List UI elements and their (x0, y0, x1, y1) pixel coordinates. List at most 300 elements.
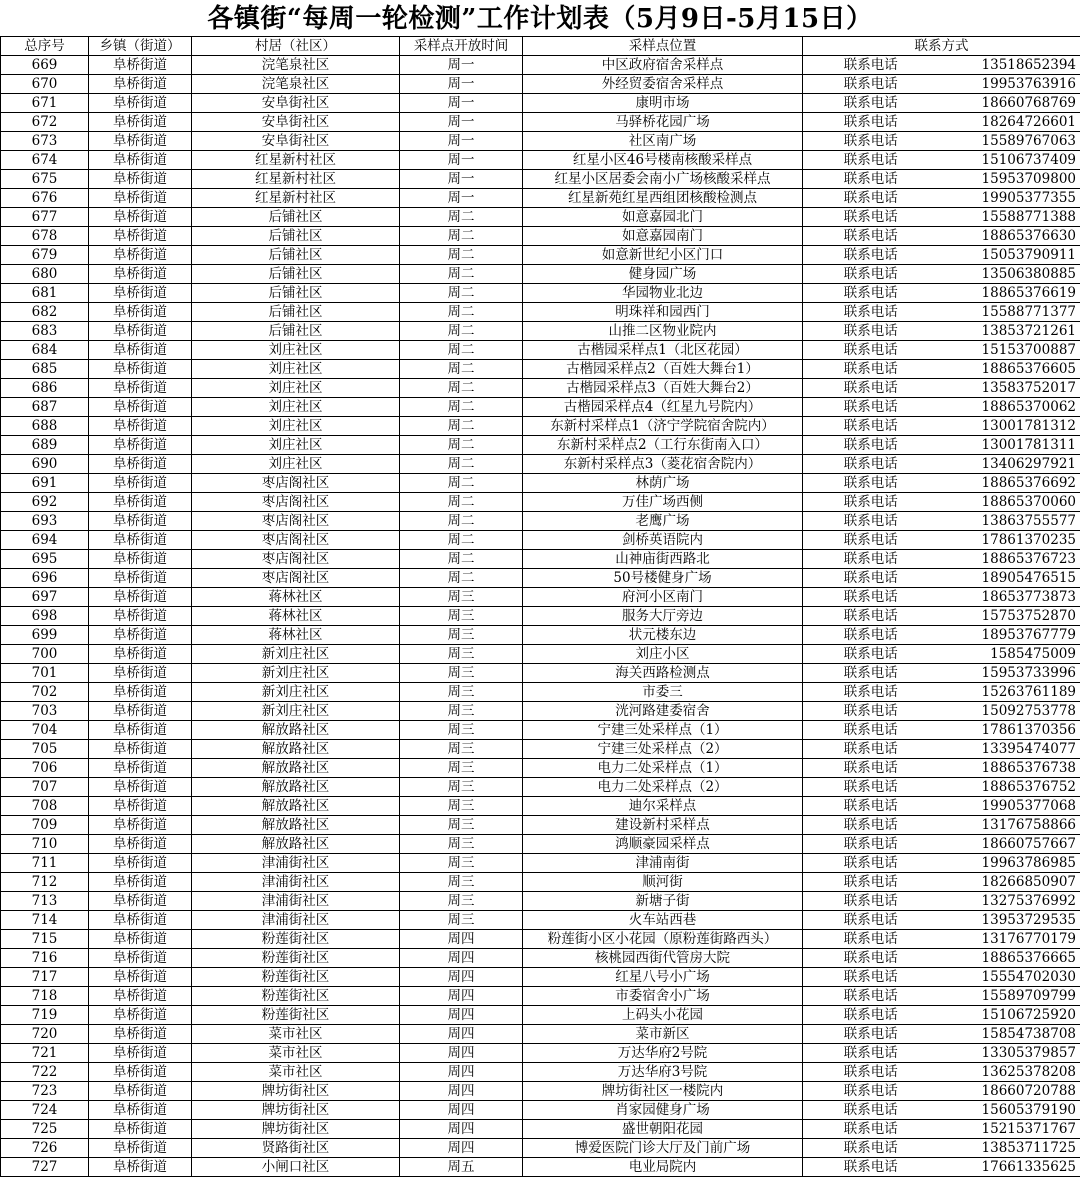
cell-contact-label: 联系电话 (803, 94, 939, 113)
cell-time: 周四 (400, 949, 523, 968)
cell-contact-label: 联系电话 (803, 892, 939, 911)
table-row (1, 322, 1080, 341)
cell-community: 菜市社区 (192, 1063, 400, 1082)
cell-time: 周二 (400, 493, 523, 512)
cell-phone: 15753752870 (939, 607, 1080, 626)
cell-seq: 703 (1, 702, 89, 721)
cell-seq: 682 (1, 303, 89, 322)
cell-contact-label: 联系电话 (803, 379, 939, 398)
cell-time: 周二 (400, 341, 523, 360)
cell-contact-label: 联系电话 (803, 208, 939, 227)
cell-location: 市委宿舍小广场 (523, 987, 803, 1006)
cell-time: 周一 (400, 113, 523, 132)
cell-time: 周三 (400, 683, 523, 702)
cell-town: 阜桥街道 (89, 569, 192, 588)
table-row (1, 1025, 1080, 1044)
cell-time: 周二 (400, 379, 523, 398)
cell-seq: 700 (1, 645, 89, 664)
cell-phone: 18865376630 (939, 227, 1080, 246)
cell-seq: 707 (1, 778, 89, 797)
table-row (1, 208, 1080, 227)
cell-time: 周二 (400, 455, 523, 474)
cell-contact-label: 联系电话 (803, 1063, 939, 1082)
cell-contact-label: 联系电话 (803, 683, 939, 702)
cell-town: 阜桥街道 (89, 341, 192, 360)
cell-seq: 686 (1, 379, 89, 398)
cell-community: 安阜街社区 (192, 113, 400, 132)
cell-phone: 13001781312 (939, 417, 1080, 436)
cell-seq: 723 (1, 1082, 89, 1101)
cell-town: 阜桥街道 (89, 398, 192, 417)
cell-phone: 17861370235 (939, 531, 1080, 550)
table-row (1, 474, 1080, 493)
cell-community: 粉莲街社区 (192, 949, 400, 968)
cell-time: 周三 (400, 892, 523, 911)
cell-contact-label: 联系电话 (803, 1044, 939, 1063)
cell-town: 阜桥街道 (89, 816, 192, 835)
table-row (1, 721, 1080, 740)
cell-time: 周三 (400, 835, 523, 854)
cell-community: 刘庄社区 (192, 455, 400, 474)
cell-contact-label: 联系电话 (803, 778, 939, 797)
cell-seq: 712 (1, 873, 89, 892)
table-row (1, 455, 1080, 474)
cell-location: 如意新世纪小区门口 (523, 246, 803, 265)
cell-location: 新塘子街 (523, 892, 803, 911)
cell-community: 刘庄社区 (192, 360, 400, 379)
table-row (1, 341, 1080, 360)
table-row (1, 151, 1080, 170)
cell-community: 解放路社区 (192, 721, 400, 740)
cell-town: 阜桥街道 (89, 854, 192, 873)
table-row (1, 1158, 1080, 1177)
cell-community: 解放路社区 (192, 759, 400, 778)
cell-seq: 676 (1, 189, 89, 208)
cell-location: 社区南广场 (523, 132, 803, 151)
cell-town: 阜桥街道 (89, 189, 192, 208)
table-row (1, 626, 1080, 645)
cell-location: 东新村采样点3（菱花宿舍院内） (523, 455, 803, 474)
cell-town: 阜桥街道 (89, 1025, 192, 1044)
table-row (1, 1063, 1080, 1082)
cell-phone: 18660720788 (939, 1082, 1080, 1101)
cell-contact-label: 联系电话 (803, 759, 939, 778)
cell-contact-label: 联系电话 (803, 512, 939, 531)
cell-community: 刘庄社区 (192, 379, 400, 398)
cell-contact-label: 联系电话 (803, 930, 939, 949)
cell-town: 阜桥街道 (89, 873, 192, 892)
cell-time: 周二 (400, 436, 523, 455)
cell-location: 东新村采样点1（济宁学院宿舍院内） (523, 417, 803, 436)
cell-time: 周四 (400, 1006, 523, 1025)
cell-time: 周三 (400, 607, 523, 626)
cell-community: 解放路社区 (192, 835, 400, 854)
cell-town: 阜桥街道 (89, 968, 192, 987)
cell-time: 周三 (400, 797, 523, 816)
cell-location: 电力二处采样点（2） (523, 778, 803, 797)
cell-contact-label: 联系电话 (803, 797, 939, 816)
table-row (1, 436, 1080, 455)
cell-phone: 13583752017 (939, 379, 1080, 398)
cell-location: 电力二处采样点（1） (523, 759, 803, 778)
cell-time: 周三 (400, 626, 523, 645)
table-row (1, 835, 1080, 854)
cell-seq: 688 (1, 417, 89, 436)
cell-seq: 709 (1, 816, 89, 835)
cell-location: 健身园广场 (523, 265, 803, 284)
cell-contact-label: 联系电话 (803, 75, 939, 94)
cell-community: 粉莲街社区 (192, 968, 400, 987)
cell-phone: 18660768769 (939, 94, 1080, 113)
cell-phone: 13275376992 (939, 892, 1080, 911)
cell-seq: 689 (1, 436, 89, 455)
table-row (1, 987, 1080, 1006)
table-row (1, 911, 1080, 930)
cell-community: 解放路社区 (192, 797, 400, 816)
cell-town: 阜桥街道 (89, 1044, 192, 1063)
cell-community: 刘庄社区 (192, 341, 400, 360)
cell-phone: 15263761189 (939, 683, 1080, 702)
cell-location: 古楷园采样点4（红星九号院内） (523, 398, 803, 417)
table-row (1, 512, 1080, 531)
cell-phone: 17661335625 (939, 1158, 1080, 1177)
cell-phone: 13176770179 (939, 930, 1080, 949)
cell-town: 阜桥街道 (89, 1006, 192, 1025)
cell-phone: 18865376619 (939, 284, 1080, 303)
table-row (1, 588, 1080, 607)
table-row (1, 949, 1080, 968)
cell-contact-label: 联系电话 (803, 1158, 939, 1177)
table-row (1, 569, 1080, 588)
cell-time: 周一 (400, 170, 523, 189)
table-row (1, 816, 1080, 835)
cell-time: 周二 (400, 569, 523, 588)
table-row (1, 550, 1080, 569)
cell-location: 马驿桥花园广场 (523, 113, 803, 132)
cell-location: 剑桥英语院内 (523, 531, 803, 550)
table-row (1, 531, 1080, 550)
table-row (1, 1120, 1080, 1139)
cell-contact-label: 联系电话 (803, 436, 939, 455)
cell-contact-label: 联系电话 (803, 493, 939, 512)
cell-seq: 683 (1, 322, 89, 341)
cell-location: 鸿顺豪园采样点 (523, 835, 803, 854)
cell-community: 蒋林社区 (192, 626, 400, 645)
cell-town: 阜桥街道 (89, 132, 192, 151)
cell-seq: 698 (1, 607, 89, 626)
cell-phone: 15589767063 (939, 132, 1080, 151)
cell-time: 周二 (400, 360, 523, 379)
cell-phone: 18266850907 (939, 873, 1080, 892)
cell-location: 刘庄小区 (523, 645, 803, 664)
cell-phone: 19963786985 (939, 854, 1080, 873)
cell-time: 周三 (400, 645, 523, 664)
cell-seq: 720 (1, 1025, 89, 1044)
cell-contact-label: 联系电话 (803, 949, 939, 968)
table-row (1, 493, 1080, 512)
header-location: 采样点位置 (523, 37, 803, 56)
cell-location: 古楷园采样点3（百姓大舞台2） (523, 379, 803, 398)
cell-phone: 19953763916 (939, 75, 1080, 94)
cell-seq: 673 (1, 132, 89, 151)
cell-location: 康明市场 (523, 94, 803, 113)
schedule-table (0, 36, 1080, 1177)
cell-contact-label: 联系电话 (803, 911, 939, 930)
cell-town: 阜桥街道 (89, 721, 192, 740)
cell-seq: 724 (1, 1101, 89, 1120)
cell-contact-label: 联系电话 (803, 303, 939, 322)
cell-contact-label: 联系电话 (803, 322, 939, 341)
cell-time: 周一 (400, 132, 523, 151)
table-row (1, 284, 1080, 303)
cell-phone: 15953733996 (939, 664, 1080, 683)
cell-seq: 717 (1, 968, 89, 987)
table-row (1, 398, 1080, 417)
cell-town: 阜桥街道 (89, 113, 192, 132)
cell-community: 蒋林社区 (192, 588, 400, 607)
cell-time: 周二 (400, 227, 523, 246)
cell-location: 红星新苑红星西组团核酸检测点 (523, 189, 803, 208)
cell-seq: 699 (1, 626, 89, 645)
cell-town: 阜桥街道 (89, 797, 192, 816)
cell-time: 周三 (400, 816, 523, 835)
cell-town: 阜桥街道 (89, 759, 192, 778)
cell-town: 阜桥街道 (89, 1139, 192, 1158)
cell-town: 阜桥街道 (89, 1063, 192, 1082)
cell-seq: 725 (1, 1120, 89, 1139)
cell-town: 阜桥街道 (89, 284, 192, 303)
cell-town: 阜桥街道 (89, 417, 192, 436)
cell-contact-label: 联系电话 (803, 455, 939, 474)
cell-location: 顺河街 (523, 873, 803, 892)
cell-town: 阜桥街道 (89, 360, 192, 379)
table-row (1, 702, 1080, 721)
cell-community: 新刘庄社区 (192, 645, 400, 664)
cell-time: 周四 (400, 987, 523, 1006)
cell-seq: 711 (1, 854, 89, 873)
table-row (1, 930, 1080, 949)
cell-contact-label: 联系电话 (803, 816, 939, 835)
cell-location: 红星小区46号楼南核酸采样点 (523, 151, 803, 170)
table-row (1, 303, 1080, 322)
cell-contact-label: 联系电话 (803, 56, 939, 75)
cell-town: 阜桥街道 (89, 474, 192, 493)
cell-phone: 15106737409 (939, 151, 1080, 170)
table-row (1, 360, 1080, 379)
cell-location: 盛世朝阳花园 (523, 1120, 803, 1139)
cell-community: 后铺社区 (192, 265, 400, 284)
cell-community: 牌坊街社区 (192, 1120, 400, 1139)
cell-town: 阜桥街道 (89, 1101, 192, 1120)
cell-phone: 18865376723 (939, 550, 1080, 569)
cell-contact-label: 联系电话 (803, 113, 939, 132)
cell-time: 周三 (400, 664, 523, 683)
cell-community: 后铺社区 (192, 227, 400, 246)
cell-time: 周一 (400, 75, 523, 94)
cell-town: 阜桥街道 (89, 949, 192, 968)
cell-phone: 18653773873 (939, 588, 1080, 607)
cell-phone: 13001781311 (939, 436, 1080, 455)
cell-community: 后铺社区 (192, 208, 400, 227)
cell-phone: 18865370060 (939, 493, 1080, 512)
cell-phone: 13176758866 (939, 816, 1080, 835)
cell-community: 小闸口社区 (192, 1158, 400, 1177)
cell-phone: 15092753778 (939, 702, 1080, 721)
cell-town: 阜桥街道 (89, 493, 192, 512)
cell-contact-label: 联系电话 (803, 1101, 939, 1120)
cell-seq: 695 (1, 550, 89, 569)
cell-time: 周二 (400, 550, 523, 569)
cell-time: 周三 (400, 721, 523, 740)
cell-contact-label: 联系电话 (803, 1139, 939, 1158)
cell-location: 上码头小花园 (523, 1006, 803, 1025)
cell-community: 牌坊街社区 (192, 1101, 400, 1120)
cell-location: 古楷园采样点1（北区花园） (523, 341, 803, 360)
cell-town: 阜桥街道 (89, 208, 192, 227)
table-header-row (1, 37, 1080, 56)
cell-community: 刘庄社区 (192, 398, 400, 417)
cell-time: 周二 (400, 474, 523, 493)
cell-time: 周三 (400, 873, 523, 892)
cell-seq: 718 (1, 987, 89, 1006)
cell-location: 山推二区物业院内 (523, 322, 803, 341)
cell-phone: 15854738708 (939, 1025, 1080, 1044)
cell-location: 如意嘉园南门 (523, 227, 803, 246)
table-row (1, 265, 1080, 284)
cell-seq: 692 (1, 493, 89, 512)
cell-location: 火车站西巷 (523, 911, 803, 930)
cell-time: 周一 (400, 94, 523, 113)
cell-town: 阜桥街道 (89, 531, 192, 550)
cell-contact-label: 联系电话 (803, 1025, 939, 1044)
cell-time: 周二 (400, 322, 523, 341)
cell-community: 枣店阁社区 (192, 493, 400, 512)
cell-town: 阜桥街道 (89, 911, 192, 930)
cell-seq: 690 (1, 455, 89, 474)
cell-location: 东新村采样点2（工行东街南入口） (523, 436, 803, 455)
cell-seq: 705 (1, 740, 89, 759)
cell-community: 菜市社区 (192, 1025, 400, 1044)
cell-location: 粉莲街小区小花园（原粉莲街路西头） (523, 930, 803, 949)
table-row (1, 854, 1080, 873)
cell-town: 阜桥街道 (89, 835, 192, 854)
cell-town: 阜桥街道 (89, 170, 192, 189)
cell-contact-label: 联系电话 (803, 189, 939, 208)
cell-location: 服务大厅旁边 (523, 607, 803, 626)
cell-town: 阜桥街道 (89, 778, 192, 797)
cell-location: 市委三 (523, 683, 803, 702)
cell-time: 周二 (400, 512, 523, 531)
cell-contact-label: 联系电话 (803, 854, 939, 873)
cell-phone: 15953709800 (939, 170, 1080, 189)
cell-town: 阜桥街道 (89, 664, 192, 683)
cell-community: 安阜街社区 (192, 132, 400, 151)
cell-town: 阜桥街道 (89, 436, 192, 455)
cell-location: 宁建三处采样点（1） (523, 721, 803, 740)
cell-location: 外经贸委宿舍采样点 (523, 75, 803, 94)
cell-location: 洸河路建委宿舍 (523, 702, 803, 721)
cell-contact-label: 联系电话 (803, 284, 939, 303)
cell-community: 牌坊街社区 (192, 1082, 400, 1101)
cell-location: 海关西路检测点 (523, 664, 803, 683)
table-row (1, 246, 1080, 265)
cell-contact-label: 联系电话 (803, 702, 939, 721)
cell-town: 阜桥街道 (89, 702, 192, 721)
table-row (1, 1101, 1080, 1120)
cell-phone: 13506380885 (939, 265, 1080, 284)
cell-contact-label: 联系电话 (803, 151, 939, 170)
cell-community: 贤路街社区 (192, 1139, 400, 1158)
cell-community: 枣店阁社区 (192, 531, 400, 550)
cell-phone: 13406297921 (939, 455, 1080, 474)
cell-seq: 696 (1, 569, 89, 588)
cell-location: 林荫广场 (523, 474, 803, 493)
cell-phone: 15215371767 (939, 1120, 1080, 1139)
cell-town: 阜桥街道 (89, 56, 192, 75)
cell-time: 周四 (400, 1044, 523, 1063)
cell-town: 阜桥街道 (89, 987, 192, 1006)
cell-contact-label: 联系电话 (803, 341, 939, 360)
cell-contact-label: 联系电话 (803, 398, 939, 417)
cell-phone: 18905476515 (939, 569, 1080, 588)
cell-contact-label: 联系电话 (803, 550, 939, 569)
cell-contact-label: 联系电话 (803, 474, 939, 493)
cell-town: 阜桥街道 (89, 550, 192, 569)
cell-location: 府河小区南门 (523, 588, 803, 607)
cell-time: 周五 (400, 1158, 523, 1177)
cell-phone: 13625378208 (939, 1063, 1080, 1082)
table-row (1, 1139, 1080, 1158)
cell-time: 周二 (400, 531, 523, 550)
cell-community: 浣笔泉社区 (192, 75, 400, 94)
cell-phone: 15053790911 (939, 246, 1080, 265)
cell-contact-label: 联系电话 (803, 265, 939, 284)
cell-town: 阜桥街道 (89, 455, 192, 474)
cell-phone: 19905377068 (939, 797, 1080, 816)
cell-seq: 679 (1, 246, 89, 265)
cell-seq: 708 (1, 797, 89, 816)
table-row (1, 607, 1080, 626)
cell-time: 周二 (400, 303, 523, 322)
table-body (1, 56, 1080, 1177)
cell-community: 枣店阁社区 (192, 474, 400, 493)
page-title: 各镇街“每周一轮检测”工作计划表（5月9日-5月15日） (207, 4, 873, 34)
cell-town: 阜桥街道 (89, 1120, 192, 1139)
cell-location: 山神庙街西路北 (523, 550, 803, 569)
cell-time: 周四 (400, 1120, 523, 1139)
cell-seq: 715 (1, 930, 89, 949)
cell-community: 蒋林社区 (192, 607, 400, 626)
cell-town: 阜桥街道 (89, 512, 192, 531)
cell-location: 如意嘉园北门 (523, 208, 803, 227)
cell-time: 周三 (400, 588, 523, 607)
cell-phone: 13863755577 (939, 512, 1080, 531)
cell-town: 阜桥街道 (89, 151, 192, 170)
cell-community: 红星新村社区 (192, 170, 400, 189)
cell-seq: 674 (1, 151, 89, 170)
cell-seq: 670 (1, 75, 89, 94)
cell-contact-label: 联系电话 (803, 246, 939, 265)
cell-location: 中区政府宿舍采样点 (523, 56, 803, 75)
table-row (1, 645, 1080, 664)
table-row (1, 113, 1080, 132)
table-row (1, 75, 1080, 94)
cell-phone: 13853711725 (939, 1139, 1080, 1158)
table-row (1, 778, 1080, 797)
cell-community: 津浦街社区 (192, 911, 400, 930)
cell-town: 阜桥街道 (89, 626, 192, 645)
cell-town: 阜桥街道 (89, 1082, 192, 1101)
